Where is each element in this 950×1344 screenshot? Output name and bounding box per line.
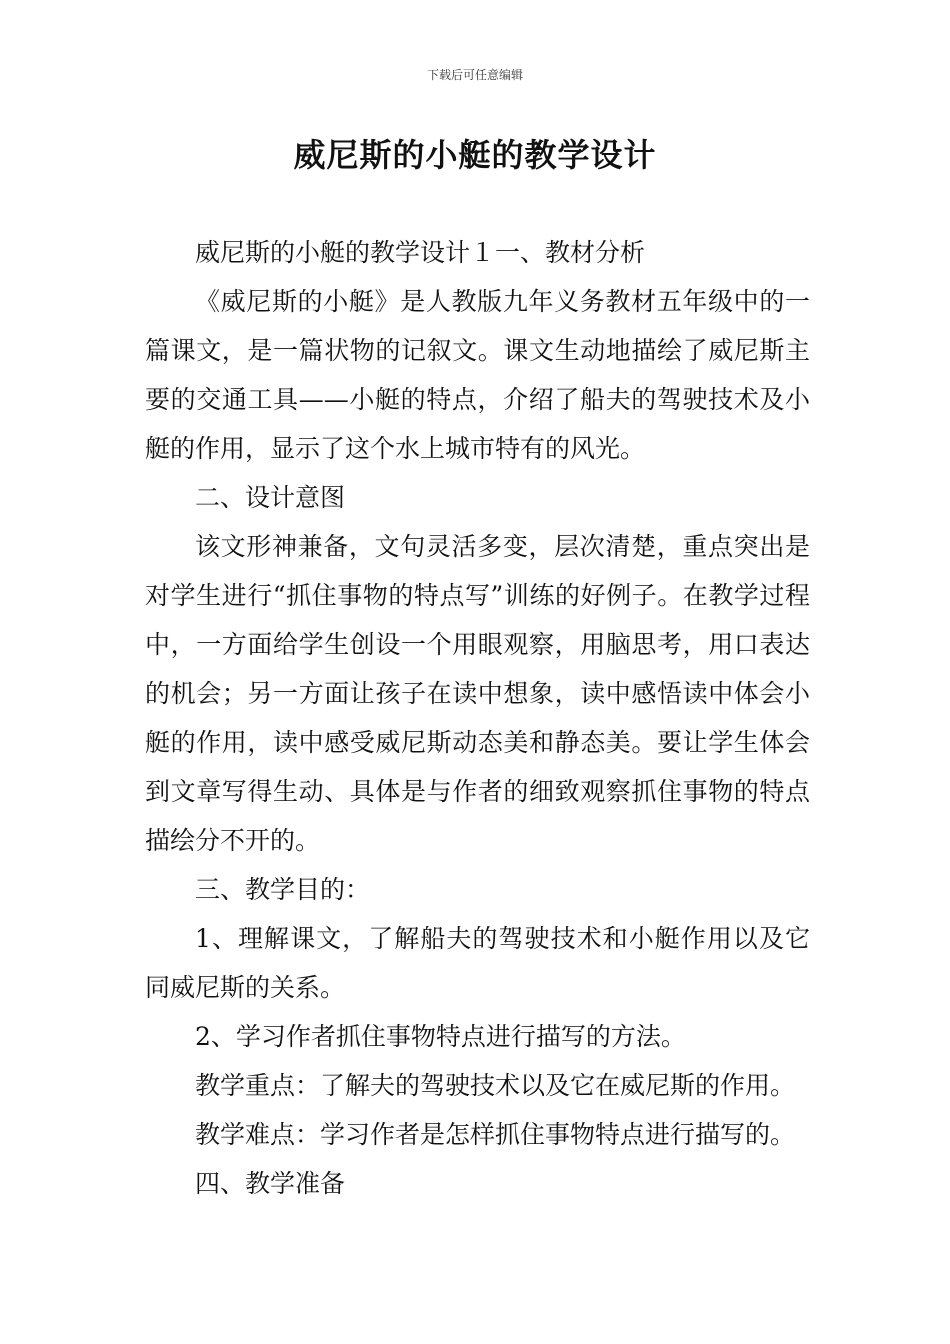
header-note: 下载后可任意编辑 (426, 68, 523, 82)
paragraph-objectives-heading: 三、教学目的： (195, 875, 371, 904)
document-body (145, 228, 810, 1208)
paragraph-design-intent: 该文形神兼备，文句灵活多变，层次清楚，重点突出是对学生进行“抓住事物的特点写”训练的好例子。在教学过程中，一方面给学生创设一个用眼观察，用脑思考，用口表达的机会；另一方面让孩子在读中想象，读中感悟读中体会小艇的作用，读中感受威尼斯动态美和静态美。要让学生体会到文章写得生动、具体是与作者的细致观察抓住事物的特点描绘分不开的。 (145, 532, 810, 855)
paragraph-preparation-heading: 四、教学准备 (195, 1169, 346, 1198)
paragraph-material-analysis: 《威尼斯的小艇》是人教版九年义务教材五年级中的一篇课文，是一篇状物的记叙文。课文生动地描绘了威尼斯主要的交通工具——小艇的特点，介绍了船夫的驾驶技术及小艇的作用，显示了这个水上城市特有的风光。 (145, 287, 810, 463)
paragraph-objective-2: 2、学习作者抓住事物特点进行描写的方法。 (195, 1022, 686, 1051)
paragraph-objective-1: 1、理解课文，了解船夫的驾驶技术和小艇作用以及它同威尼斯的关系。 (145, 924, 810, 1002)
paragraph-key-point: 教学重点：了解夫的驾驶技术以及它在威尼斯的作用。 (195, 1071, 796, 1100)
page-title: 威尼斯的小艇的教学设计 (293, 136, 657, 174)
paragraph-difficulty: 教学难点：学习作者是怎样抓住事物特点进行描写的。 (195, 1120, 796, 1149)
paragraph-intro-heading: 威尼斯的小艇的教学设计１一、教材分析 (195, 238, 646, 267)
paragraph-design-intent-heading: 二、设计意图 (195, 483, 346, 512)
